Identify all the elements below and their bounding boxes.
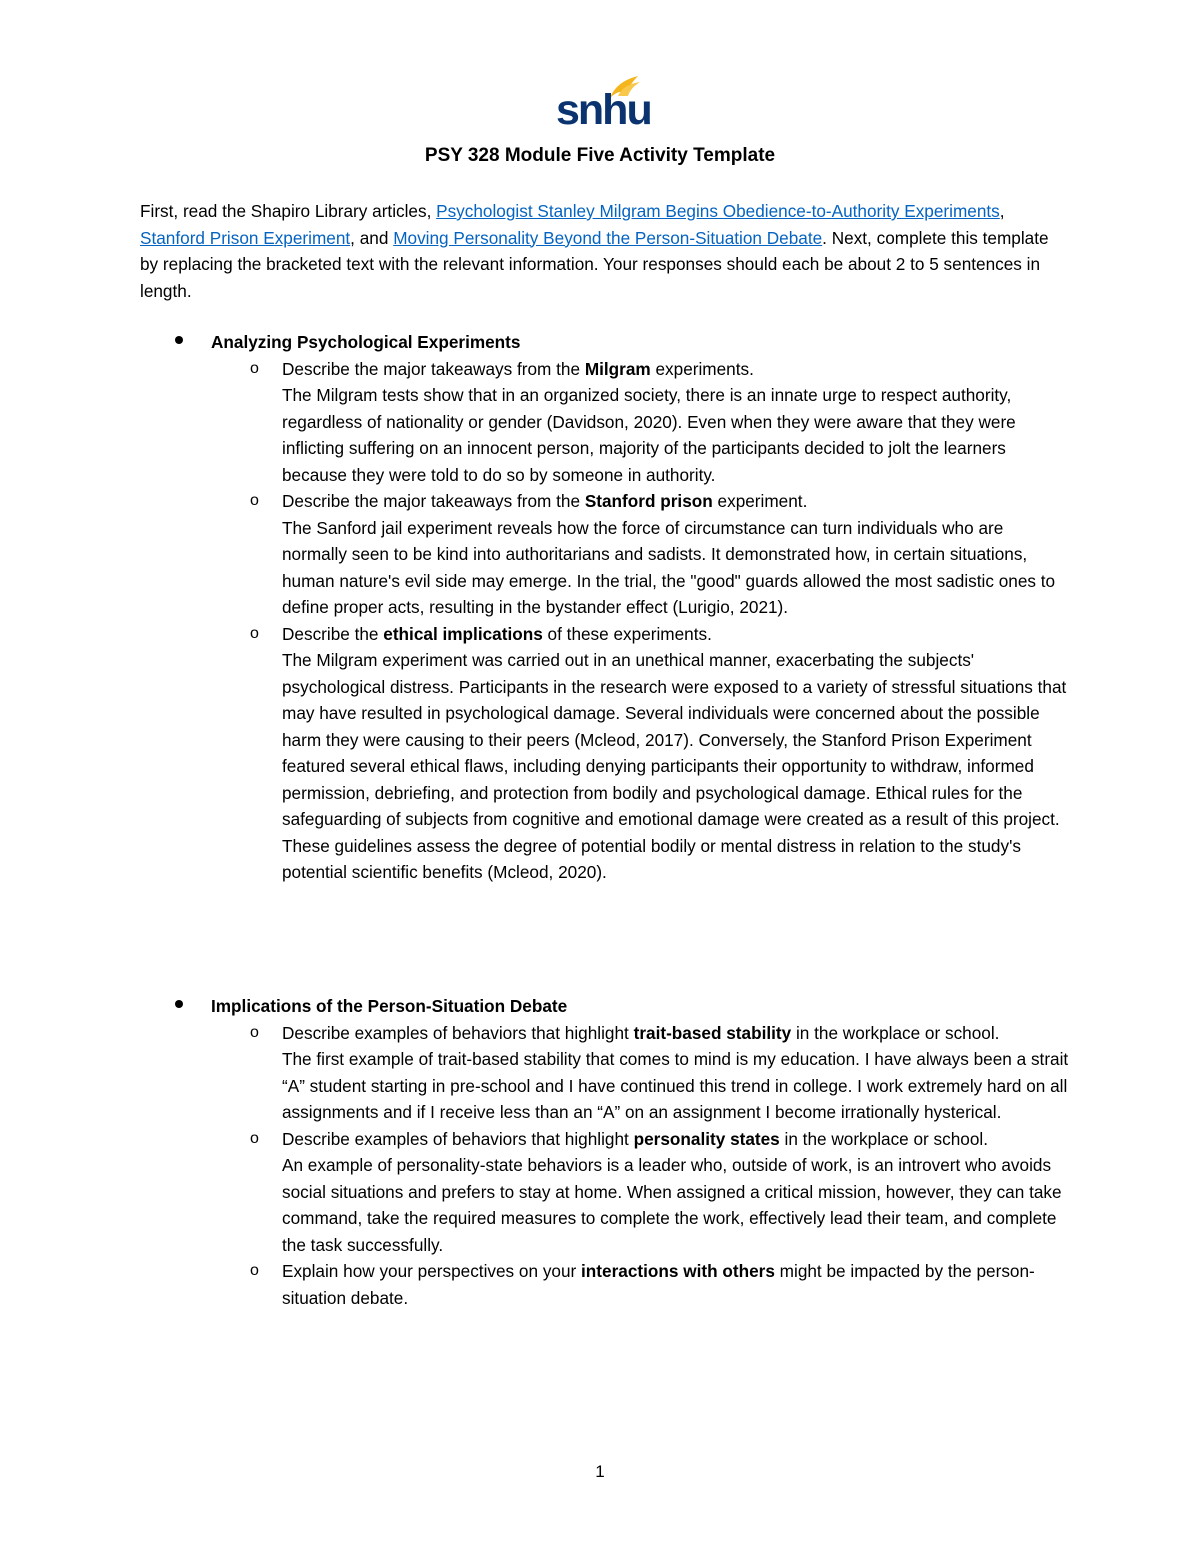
link-milgram-article[interactable]: Psychologist Stanley Milgram Begins Obedience-to-Authority Experiments xyxy=(436,201,1000,221)
prompt-text: Describe the xyxy=(282,623,384,644)
question-prompt xyxy=(282,1258,1070,1311)
section-heading xyxy=(140,329,1070,356)
prompt-text: Describe examples of behaviors that highlight xyxy=(282,1022,634,1043)
circle-bullet-icon: o xyxy=(250,624,259,642)
prompt-text: Describe examples of behaviors that highlight xyxy=(282,1128,634,1149)
question-prompt xyxy=(282,356,1070,383)
prompt-emphasis: ethical implications xyxy=(383,623,543,644)
prompt-text: of these experiments. xyxy=(542,623,712,644)
question-prompt xyxy=(282,621,1070,648)
circle-bullet-icon: o xyxy=(250,492,259,509)
page-number: 1 xyxy=(595,1462,605,1481)
prompt-text: experiments. xyxy=(650,358,754,379)
prompt-text: in the workplace or school. xyxy=(791,1022,1000,1043)
question-item xyxy=(140,488,1070,621)
question-list xyxy=(140,1020,1070,1312)
prompt-text: might be impacted by the person-situation debate. xyxy=(282,1261,1035,1308)
link-person-situation-article[interactable]: Moving Personality Beyond the Person-Situation Debate xyxy=(393,227,823,248)
prompt-text: Describe the major takeaways from the xyxy=(282,358,585,379)
question-item xyxy=(140,1258,1070,1311)
section-heading-text: Implications of the Person-Situation Debate xyxy=(211,996,568,1016)
document-title: PSY 328 Module Five Activity Template xyxy=(424,145,776,166)
section-analyzing-experiments xyxy=(140,329,1070,886)
circle-bullet-icon: o xyxy=(250,1023,259,1041)
link-stanford-article[interactable]: Stanford Prison Experiment xyxy=(140,227,351,248)
prompt-emphasis: trait-based stability xyxy=(633,1022,792,1043)
question-prompt xyxy=(282,1126,1070,1153)
intro-sep2: , and xyxy=(350,227,394,248)
prompt-text: in the workplace or school. xyxy=(779,1128,989,1149)
section-person-situation xyxy=(140,993,1070,1311)
answer-text: The Milgram tests show that in an organized society, there is an innate urge to respect authority, regardless of nationality or gender (Davidson, 2020). Even when they were aware that they were inflicting suffering on an innocent person, majority of the participants decided to jolt the learners because they were told to do so by someone in authority. xyxy=(282,385,1016,485)
question-prompt xyxy=(282,488,1070,515)
question-item xyxy=(140,1126,1070,1259)
question-item xyxy=(140,1020,1070,1126)
circle-bullet-icon: o xyxy=(250,359,259,377)
circle-bullet-icon: o xyxy=(250,1262,259,1279)
prompt-text: experiment. xyxy=(712,491,808,511)
prompt-emphasis: personality states xyxy=(633,1128,780,1149)
prompt-text: Describe the major takeaways from the xyxy=(282,491,585,511)
answer-text: An example of personality-state behaviors is a leader who, outside of work, is an introvert who avoids social situations and prefers to stay at home. When assigned a critical mission, however, they can take command, take the required measures to complete the work, effectively lead their team, and complete the task successfully. xyxy=(282,1155,1062,1255)
intro-paragraph xyxy=(140,198,1070,304)
question-list xyxy=(140,356,1070,886)
bullet-icon xyxy=(175,1000,183,1008)
intro-sep1: , xyxy=(999,201,1005,221)
answer-text: The Milgram experiment was carried out in an unethical manner, exacerbating the subjects' psychological distress. Participants in the research were exposed to a variety of stressful situations that may have resulted in psychological damage. Several individuals were concerned about the possible harm they were causing to their peers (Mcleod, 2017). Conversely, the Stanford Prison Experiment featured several ethical flaws, including denying participants their opportunity to withdraw, informed permission, debriefing, and protection from bodily and psychological damage. Ethical rules for the safeguarding of subjects from cognitive and emotional damage were created as a result of this project. These guidelines assess the degree of potential bodily or mental distress in relation to the study's potential scientific benefits (Mcleod, 2020). xyxy=(282,650,1067,882)
intro-lead: First, read the Shapiro Library articles, xyxy=(140,201,437,221)
section-heading xyxy=(140,993,1070,1020)
question-item xyxy=(140,356,1070,489)
question-item xyxy=(140,621,1070,886)
bullet-icon xyxy=(175,336,183,344)
circle-bullet-icon: o xyxy=(250,1129,259,1147)
prompt-emphasis: Milgram xyxy=(584,358,651,379)
prompt-emphasis: interactions with others xyxy=(581,1261,775,1281)
prompt-emphasis: Stanford prison xyxy=(584,491,713,511)
section-heading-text: Analyzing Psychological Experiments xyxy=(211,332,521,352)
prompt-text: Explain how your perspectives on your xyxy=(282,1261,582,1281)
answer-text: The Sanford jail experiment reveals how the force of circumstance can turn individuals who are normally seen to be kind into authoritarians and sadists. It demonstrated how, in certain situations, human nature's evil side may emerge. In the trial, the "good" guards allowed the most sadistic ones to define proper acts, resulting in the bystander effect (Lurigio, 2021). xyxy=(282,517,1056,617)
intro-tail: . Next, complete this template by replacing the bracketed text with the relevant information. Your responses should each be about 2 to 5 sentences in length. xyxy=(140,227,1049,301)
question-prompt xyxy=(282,1020,1070,1047)
snhu-logo xyxy=(556,74,651,134)
answer-text: The first example of trait-based stability that comes to mind is my education. I have always been a strait “A” student starting in pre-school and I have continued this trend in college. I work extremely hard on all assignments and if I receive less than an “A” on an assignment I become irrationally hysterical. xyxy=(282,1049,1069,1122)
logo-wordmark: snhu xyxy=(556,86,651,134)
